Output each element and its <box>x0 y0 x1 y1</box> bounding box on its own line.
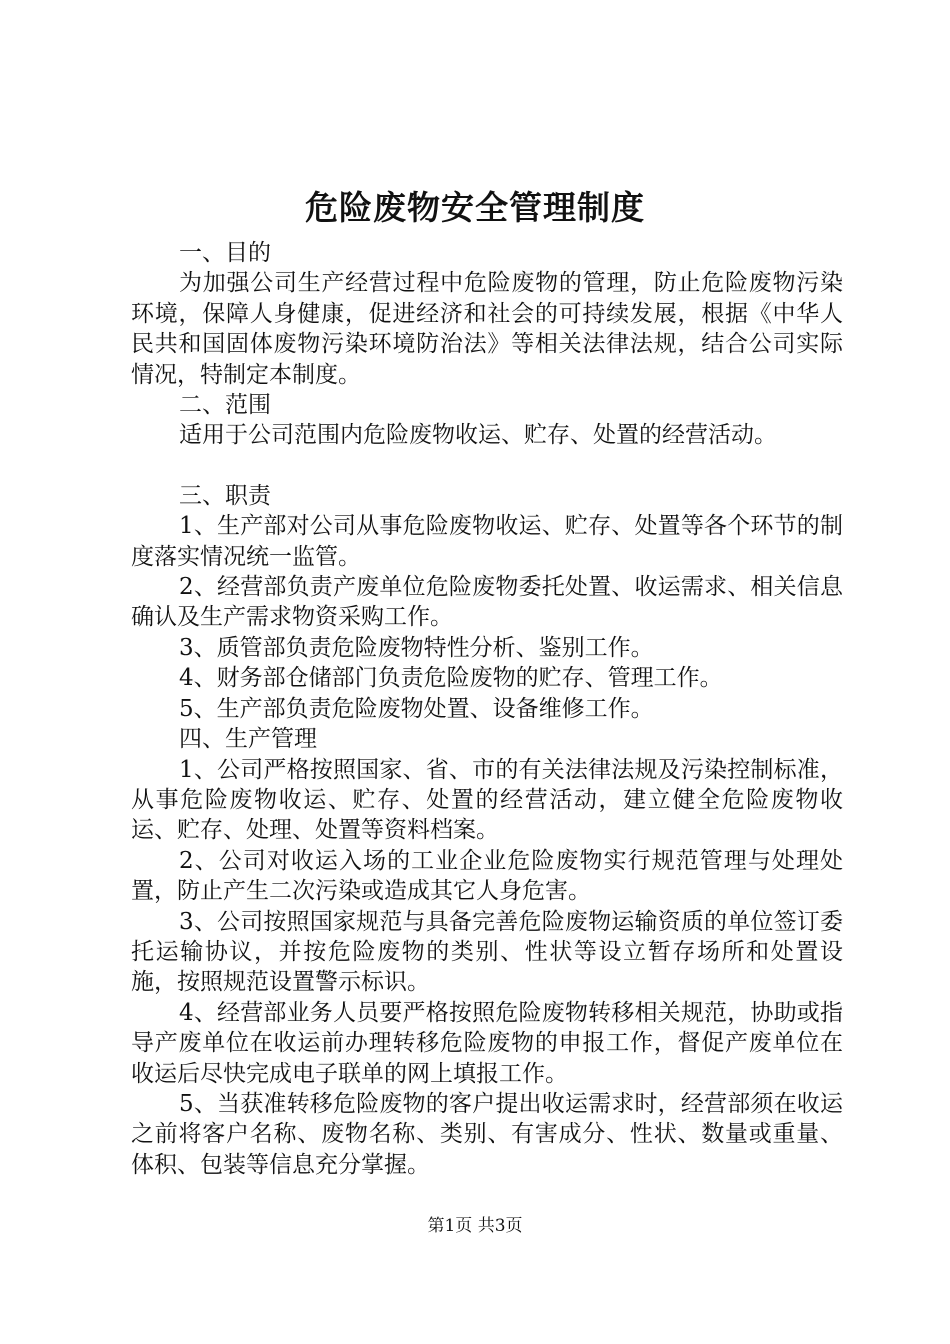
management-item-2: 2、公司对收运入场的工业企业危险废物实行规范管理与处理处置，防止产生二次污染或造成其它人身危害。 <box>131 847 843 905</box>
scope-paragraph: 适用于公司范围内危险废物收运、贮存、处置的经营活动。 <box>179 422 777 449</box>
document-title: 危险废物安全管理制度 <box>305 188 645 227</box>
purpose-paragraph: 为加强公司生产经营过程中危险废物的管理，防止危险废物污染环境，保障人身健康，促进经济和社会的可持续发展，根据《中华人民共和国固体废物污染环境防治法》等相关法律法规，结合公司实际情况，特制定本制度。 <box>131 270 843 388</box>
responsibility-item-3: 3、质管部负责危险废物特性分析、鉴别工作。 <box>179 634 654 661</box>
responsibility-item-2: 2、经营部负责产废单位危险废物委托处置、收运需求、相关信息确认及生产需求物资采购工作。 <box>131 574 843 631</box>
management-item-3: 3、公司按照国家规范与具备完善危险废物运输资质的单位签订委托运输协议，并按危险废物的类别、性状等设立暂存场所和处置设施，按照规范设置警示标识。 <box>131 908 843 996</box>
management-item-5: 5、当获准转移危险废物的客户提出收运需求时，经营部须在收运之前将客户名称、废物名称、类别、有害成分、性状、数量或重量、体积、包装等信息充分掌握。 <box>131 1090 843 1178</box>
management-item-4: 4、经营部业务人员要严格按照危险废物转移相关规范，协助或指导产废单位在收运前办理转移危险废物的申报工作，督促产废单位在收运后尽快完成电子联单的网上填报工作。 <box>131 999 843 1087</box>
responsibility-item-4: 4、财务部仓储部门负责危险废物的贮存、管理工作。 <box>179 665 723 692</box>
section-heading-purpose: 一、目的 <box>179 240 271 266</box>
document-body <box>131 238 843 1180</box>
section-heading-scope: 二、范围 <box>179 392 271 419</box>
responsibility-item-1: 1、生产部对公司从事危险废物收运、贮存、处置等各个环节的制度落实情况统一监管。 <box>131 513 843 570</box>
responsibility-item-5: 5、生产部负责危险废物处置、设备维修工作。 <box>179 695 654 722</box>
section-heading-responsibilities: 三、职责 <box>179 482 271 509</box>
page-number-footer: 第1页 共3页 <box>427 1216 523 1236</box>
management-item-1: 1、公司严格按照国家、省、市的有关法律法规及污染控制标准，从事危险废物收运、贮存、处置的经营活动，建立健全危险废物收运、贮存、处理、处置等资料档案。 <box>131 756 843 844</box>
section-heading-production-management: 四、生产管理 <box>179 726 317 753</box>
